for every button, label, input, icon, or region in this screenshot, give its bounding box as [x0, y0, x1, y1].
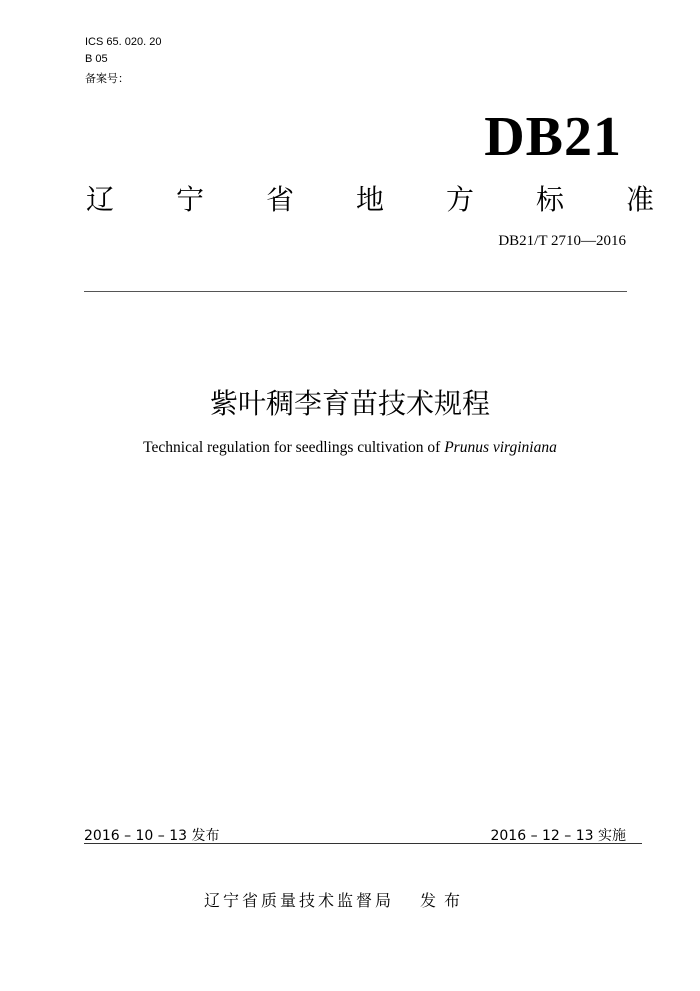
standard-type-char: 准 [625, 183, 654, 216]
standard-code-logo: DB21 [484, 106, 622, 168]
standard-type-heading [85, 178, 655, 218]
standard-type-char: 宁 [175, 183, 204, 216]
classification-code: B 05 [85, 53, 108, 65]
issuer-action: 发布 [420, 891, 469, 910]
standard-type-char: 方 [445, 183, 474, 216]
document-title-english [0, 439, 700, 457]
header-divider [84, 291, 627, 292]
issuer-line [204, 888, 468, 911]
standard-type-char: 省 [265, 183, 294, 216]
issuer-name: 辽宁省质量技术监督局 [204, 891, 395, 910]
standard-type-char: 辽 [85, 183, 114, 216]
english-title-text: Technical regulation for seedlings cultivation of [143, 439, 445, 456]
ics-code: ICS 65. 020. 20 [85, 36, 162, 48]
standard-type-char: 地 [355, 183, 384, 216]
record-number-label: 备案号： [85, 73, 129, 85]
implement-date: 2016 – 12 – 13 实施 [490, 828, 626, 844]
standard-type-char: 标 [535, 183, 564, 216]
standard-number: DB21/T 2710—2016 [498, 233, 626, 249]
date-line [84, 823, 642, 844]
species-name: Prunus virginiana [444, 439, 557, 456]
document-title-chinese: 紫叶稠李育苗技术规程 [209, 387, 490, 420]
publish-date: 2016 – 10 – 13 发布 [84, 828, 220, 844]
